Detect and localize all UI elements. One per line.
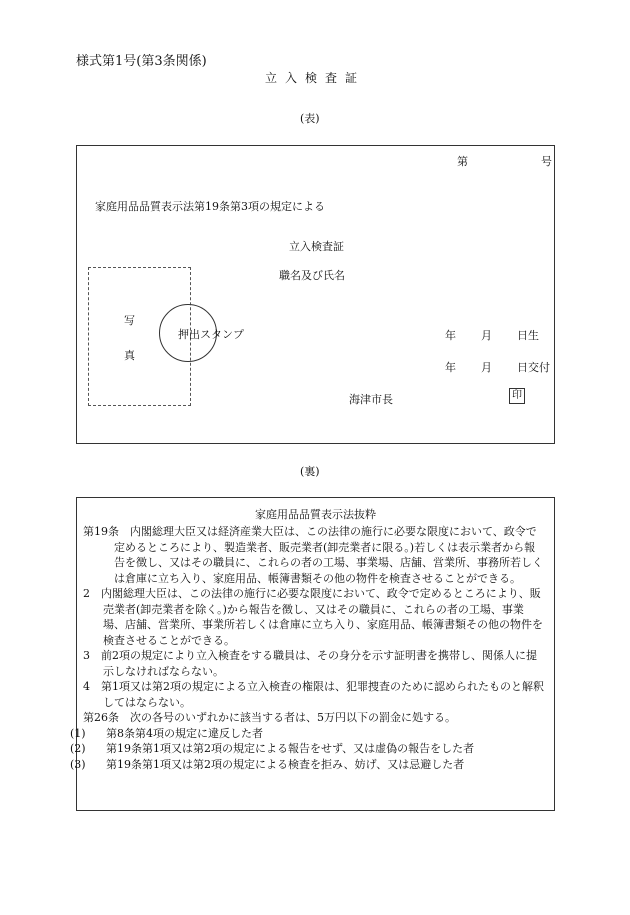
item-text: 第8条第4項の規定に違反した者 <box>106 726 263 740</box>
article-19-para-3: 3 前2項の規定により立入検査をする職員は、その身分を示す証明書を携帯し、関係人に提示しなければならない。 <box>83 649 537 678</box>
item-text: 第19条第1項又は第2項の規定による報告をせず、又は虚偽の報告をした者 <box>106 742 475 755</box>
article-26: 第26条 次の各号のいずれかに該当する者は、5万円以下の罰金に処する。 <box>83 711 456 724</box>
name-title-label: 職名及び氏名 <box>279 269 345 282</box>
law-provisions <box>70 524 545 772</box>
article-19-para-4: 4 第1項又は第2項の規定による立入検査の権限は、犯罪捜査のために認められたものと解釈してはならない。 <box>83 680 544 709</box>
front-side-label: (表) <box>300 112 320 125</box>
article-26-item-2: (2) 第19条第1項又は第2項の規定による報告をせず、又は虚偽の報告をした者 <box>70 742 475 755</box>
back-side-label: (裏) <box>300 465 320 478</box>
stamp-label: 押出スタンプ <box>178 328 244 341</box>
issue-month-label: 月 <box>481 361 492 374</box>
issue-year-label: 年 <box>445 361 456 374</box>
excerpt-title: 家庭用品品質表示法抜粋 <box>255 508 376 521</box>
certificate-front-card <box>76 145 555 444</box>
number-prefix: 第 <box>457 155 468 168</box>
birth-day-label: 日生 <box>517 329 539 342</box>
form-number-label: 様式第1号(第3条関係) <box>76 54 207 69</box>
birth-year-label: 年 <box>445 329 456 342</box>
number-suffix: 号 <box>541 155 552 168</box>
issue-day-label: 日交付 <box>517 361 550 374</box>
article-19-para-1: 第19条 内閣総理大臣又は経済産業大臣は、この法律の施行に必要な限度において、政令で定めるところにより、製造業者、販売業者(卸売業者に限る。)若しくは表示業者から報告を徴し、又はその職員に、これらの者の工場、事業場、店舗、営業所、事務所若しくは倉庫に立ち入り、家庭用品、帳簿書類その他の物件を検査させることができる。 <box>83 525 543 585</box>
certificate-label: 立入検査証 <box>289 240 344 253</box>
article-26-item-1: (1) 第8条第4項の規定に違反した者 <box>70 726 263 740</box>
page-title: 立入検査証 <box>265 71 366 85</box>
birth-month-label: 月 <box>481 329 492 342</box>
issuer-name: 海津市長 <box>349 393 393 406</box>
law-clause-text: 家庭用品品質表示法第19条第3項の規定による <box>95 200 325 213</box>
article-19-para-2: 2 内閣総理大臣は、この法律の施行に必要な限度において、政令で定めるところにより、販売業者(卸売業者を除く。)から報告を徴し、又はその職員に、これらの者の工場、事業場、店舗、営業所、事業所若しくは倉庫に立ち入り、家庭用品、帳簿書類その他の物件を検査させることができる。 <box>83 587 543 647</box>
seal-mark: 印 <box>509 388 525 404</box>
certificate-back-card <box>70 497 555 811</box>
photo-label-1: 写 <box>124 314 135 327</box>
article-26-item-3: (3) 第19条第1項又は第2項の規定による検査を拒み、妨げ、又は忌避した者 <box>70 757 465 771</box>
item-text: 第19条第1項又は第2項の規定による検査を拒み、妨げ、又は忌避した者 <box>106 757 465 771</box>
photo-label-2: 真 <box>124 349 135 362</box>
